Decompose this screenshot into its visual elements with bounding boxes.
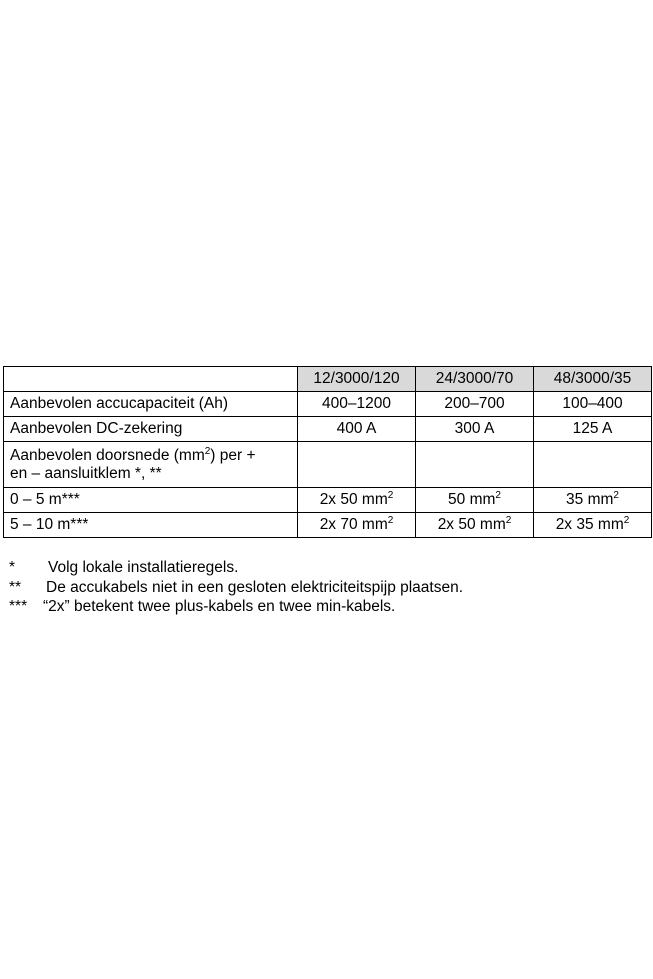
cell-superscript: 2 [613, 490, 619, 501]
table-row [4, 417, 652, 442]
header-cell-model-12-3000-120: 12/3000/120 [298, 367, 416, 392]
header-cell-empty [4, 367, 298, 392]
cell-superscript: 2 [387, 515, 394, 526]
footnote-mark: * [9, 559, 16, 576]
cross-section-label-line2: en – aansluitklem *, ** [10, 464, 162, 482]
header-cell-model-48-3000-35: 48/3000/35 [534, 367, 652, 392]
cell-value: 2x 70 mm [319, 516, 388, 533]
footnote-text: Volg lokale installatieregels. [48, 559, 239, 576]
footnote [9, 558, 649, 578]
table-cell: 125 A [534, 417, 652, 442]
cell-superscript: 2 [387, 490, 394, 501]
table-row [4, 392, 652, 417]
cell-value: 2x 50 mm [319, 491, 388, 508]
table-header-row [4, 367, 652, 392]
table-cell-empty [416, 442, 534, 488]
table-cell: 100–400 [534, 392, 652, 417]
table-cell [534, 513, 652, 538]
table-cell: 400–1200 [298, 392, 416, 417]
table-row [4, 513, 652, 538]
cell-superscript: 2 [495, 490, 501, 501]
footnote [9, 578, 649, 598]
footnote-mark: *** [9, 598, 28, 615]
footnotes [9, 558, 649, 617]
table-cell: 400 A [298, 417, 416, 442]
table-cell-empty [534, 442, 652, 488]
cell-value: 50 mm [448, 491, 496, 508]
row-label-5-10m: 5 – 10 m*** [4, 513, 298, 538]
cell-superscript: 2 [505, 515, 512, 526]
table-cell: 300 A [416, 417, 534, 442]
table-cell: 200–700 [416, 392, 534, 417]
footnote-text: “2x” betekent twee plus-kabels en twee min-kabels. [43, 598, 396, 615]
cell-value: 2x 35 mm [555, 516, 624, 533]
row-label-0-5m: 0 – 5 m*** [4, 488, 298, 513]
footnote-text: De accukabels niet in een gesloten elektriciteitspijp plaatsen. [46, 578, 464, 596]
table-cell-empty [298, 442, 416, 488]
table-cell [416, 488, 534, 513]
table-cell [534, 488, 652, 513]
footnote [9, 597, 649, 617]
specification-table [3, 366, 652, 538]
row-label-dc-fuse: Aanbevolen DC-zekering [4, 417, 298, 442]
table-cell [416, 513, 534, 538]
cross-section-label-superscript: 2 [204, 445, 211, 457]
table-cell [298, 513, 416, 538]
cross-section-label-end: ) per + [210, 446, 256, 464]
header-cell-model-24-3000-70: 24/3000/70 [416, 367, 534, 392]
table-cell [298, 488, 416, 513]
cell-value: 35 mm [566, 491, 614, 508]
table-row [4, 442, 652, 488]
cell-value: 2x 50 mm [437, 516, 506, 533]
row-label-cross-section [4, 442, 298, 488]
footnote-mark: ** [9, 578, 22, 596]
cross-section-label-start: Aanbevolen doorsnede (mm [10, 446, 205, 464]
row-label-battery-capacity: Aanbevolen accucapaciteit (Ah) [4, 392, 298, 417]
cell-superscript: 2 [623, 515, 630, 526]
table-row [4, 488, 652, 513]
